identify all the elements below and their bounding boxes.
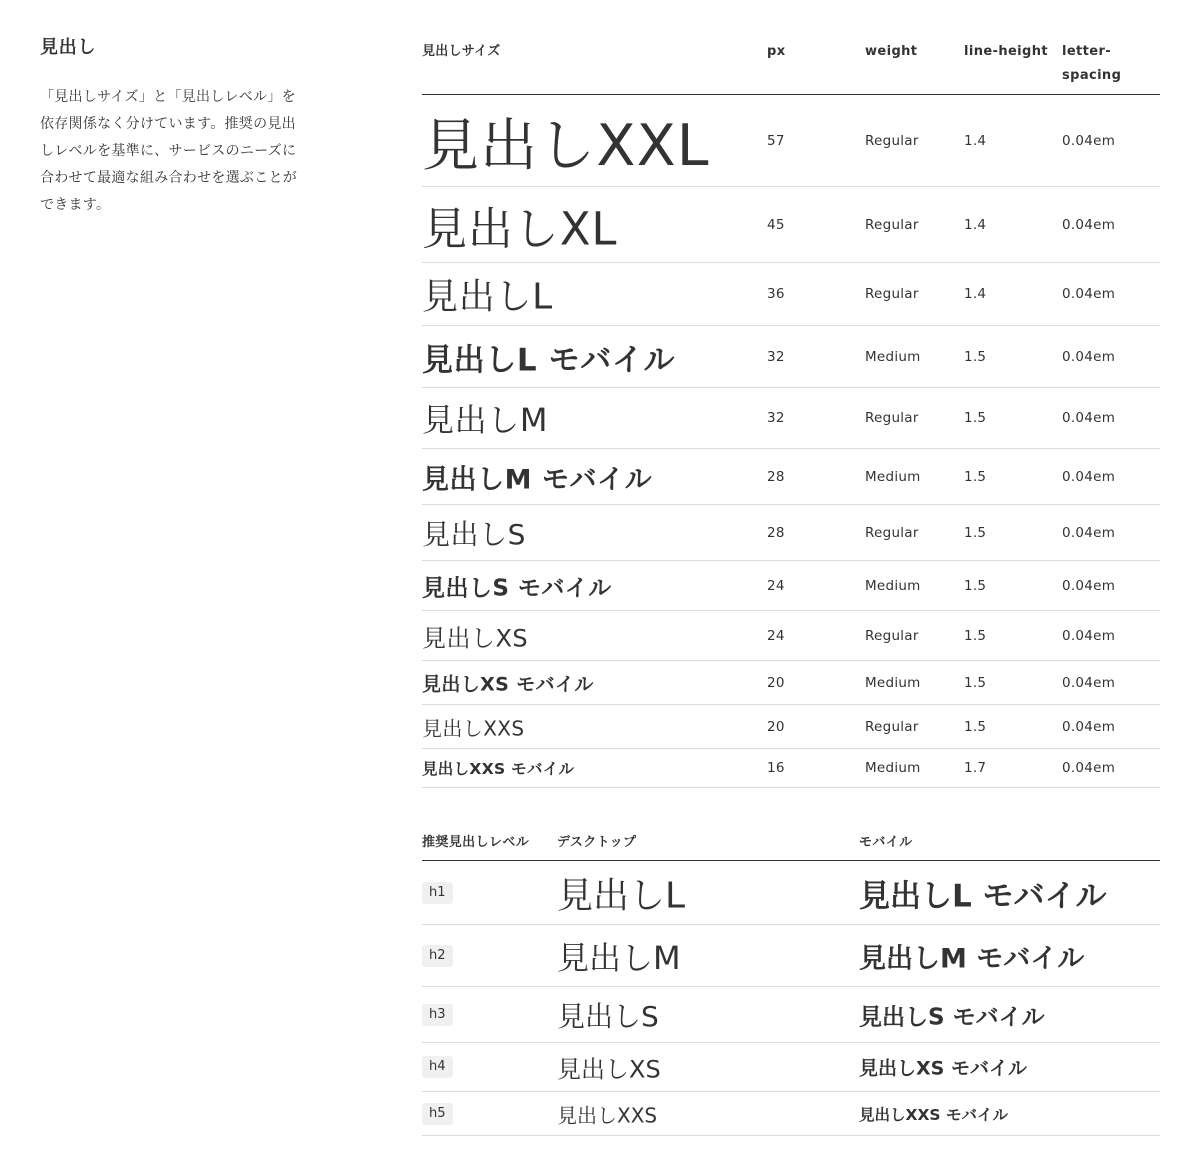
size-name: 見出しS xyxy=(422,517,527,551)
table-row xyxy=(422,326,1160,388)
level-badge: h1 xyxy=(422,882,453,904)
size-letter-spacing: 0.04em xyxy=(1062,718,1116,735)
header-mobile: モバイル xyxy=(859,835,913,850)
table-row xyxy=(422,561,1160,611)
size-px: 32 xyxy=(767,348,785,365)
size-line-height: 1.5 xyxy=(964,577,987,594)
header-size: 見出しサイズ xyxy=(422,44,501,59)
size-line-height: 1.5 xyxy=(964,524,987,541)
header-level: 推奨見出しレベル xyxy=(422,835,530,850)
table-row xyxy=(422,187,1160,263)
table-row xyxy=(422,95,1160,187)
size-line-height: 1.5 xyxy=(964,718,987,735)
section-description: 「見出しサイズ」と「見出しレベル」を依存関係なく分けています。推奨の見出しレベルを基準に、サービスのニーズに合わせて最適な組み合わせを選ぶことができます。 xyxy=(40,89,298,213)
size-letter-spacing: 0.04em xyxy=(1062,760,1116,776)
size-px: 28 xyxy=(767,524,785,541)
size-px: 36 xyxy=(767,286,785,302)
sidebar xyxy=(40,34,302,219)
table-row xyxy=(422,925,1160,987)
mobile-sample: 見出しL モバイル xyxy=(859,878,1107,914)
size-weight: Regular xyxy=(865,524,919,541)
table-row xyxy=(422,449,1160,505)
table-row xyxy=(422,705,1160,749)
level-table-header xyxy=(422,831,1160,861)
size-name: 見出しXXS モバイル xyxy=(422,760,575,778)
desktop-sample: 見出しM xyxy=(557,938,681,977)
mobile-sample: 見出しXS モバイル xyxy=(859,1057,1027,1080)
size-name: 見出しM xyxy=(422,401,549,439)
size-line-height: 1.7 xyxy=(964,760,987,776)
size-name: 見出しL xyxy=(422,276,553,318)
header-weight: weight xyxy=(865,44,918,59)
size-letter-spacing: 0.04em xyxy=(1062,468,1116,485)
size-weight: Regular xyxy=(865,718,919,735)
size-letter-spacing: 0.04em xyxy=(1062,577,1116,594)
table-row xyxy=(422,1043,1160,1092)
size-letter-spacing: 0.04em xyxy=(1062,216,1116,233)
size-px: 20 xyxy=(767,718,785,735)
size-px: 57 xyxy=(767,132,785,149)
desktop-sample: 見出しXS xyxy=(557,1055,661,1084)
size-weight: Medium xyxy=(865,760,921,776)
table-row xyxy=(422,388,1160,449)
header-desktop: デスクトップ xyxy=(557,835,637,850)
size-name: 見出しXXL xyxy=(422,112,710,179)
size-weight: Medium xyxy=(865,674,921,691)
size-name: 見出しXS モバイル xyxy=(422,673,594,695)
size-weight: Regular xyxy=(865,132,919,149)
table-row xyxy=(422,987,1160,1043)
table-row xyxy=(422,661,1160,705)
size-letter-spacing: 0.04em xyxy=(1062,524,1116,541)
size-letter-spacing: 0.04em xyxy=(1062,286,1116,302)
size-weight: Medium xyxy=(865,348,921,365)
size-name: 見出しXS xyxy=(422,624,529,652)
size-name: 見出しM モバイル xyxy=(422,464,653,495)
size-weight: Medium xyxy=(865,577,921,594)
size-letter-spacing: 0.04em xyxy=(1062,410,1116,426)
size-name: 見出しXXS xyxy=(422,716,525,740)
level-badge: h4 xyxy=(422,1056,453,1078)
size-table-header xyxy=(422,40,1160,95)
size-line-height: 1.5 xyxy=(964,348,987,365)
size-px: 24 xyxy=(767,627,785,644)
size-px: 45 xyxy=(767,216,785,233)
table-row xyxy=(422,505,1160,561)
size-weight: Regular xyxy=(865,216,919,233)
mobile-sample: 見出しXXS モバイル xyxy=(859,1105,1008,1124)
desktop-sample: 見出しL xyxy=(557,875,686,916)
section-title: 見出し xyxy=(40,37,97,58)
size-weight: Regular xyxy=(865,410,919,426)
size-name: 見出しS モバイル xyxy=(422,575,612,601)
size-letter-spacing: 0.04em xyxy=(1062,674,1116,691)
mobile-sample: 見出しM モバイル xyxy=(859,943,1085,974)
size-px: 20 xyxy=(767,674,785,691)
size-name: 見出しL モバイル xyxy=(422,342,676,378)
desktop-sample: 見出しXXS xyxy=(557,1103,658,1127)
level-badge: h3 xyxy=(422,1004,453,1026)
size-line-height: 1.4 xyxy=(964,286,987,302)
size-line-height: 1.4 xyxy=(964,132,987,149)
header-letter-spacing-line1: letter- xyxy=(1062,44,1112,59)
desktop-sample: 見出しS xyxy=(557,999,659,1033)
table-row xyxy=(422,861,1160,925)
header-letter-spacing xyxy=(1062,40,1121,88)
size-line-height: 1.5 xyxy=(964,627,987,644)
size-weight: Medium xyxy=(865,468,921,485)
size-weight: Regular xyxy=(865,286,919,302)
size-letter-spacing: 0.04em xyxy=(1062,627,1116,644)
size-name: 見出しXL xyxy=(422,202,618,255)
size-letter-spacing: 0.04em xyxy=(1062,348,1116,365)
table-row xyxy=(422,263,1160,326)
mobile-sample: 見出しS モバイル xyxy=(859,1004,1045,1030)
size-line-height: 1.5 xyxy=(964,674,987,691)
size-line-height: 1.5 xyxy=(964,410,987,426)
size-line-height: 1.4 xyxy=(964,216,987,233)
size-letter-spacing: 0.04em xyxy=(1062,132,1116,149)
size-px: 16 xyxy=(767,760,785,776)
table-row xyxy=(422,749,1160,788)
size-px: 28 xyxy=(767,468,785,485)
size-line-height: 1.5 xyxy=(964,468,987,485)
header-px: px xyxy=(767,44,786,59)
table-row xyxy=(422,1092,1160,1136)
size-weight: Regular xyxy=(865,627,919,644)
level-badge: h5 xyxy=(422,1103,453,1125)
size-px: 32 xyxy=(767,410,785,426)
level-badge: h2 xyxy=(422,945,453,967)
size-px: 24 xyxy=(767,577,785,594)
header-letter-spacing-line2: spacing xyxy=(1062,68,1122,83)
table-row xyxy=(422,611,1160,661)
header-line-height: line-height xyxy=(964,44,1048,59)
